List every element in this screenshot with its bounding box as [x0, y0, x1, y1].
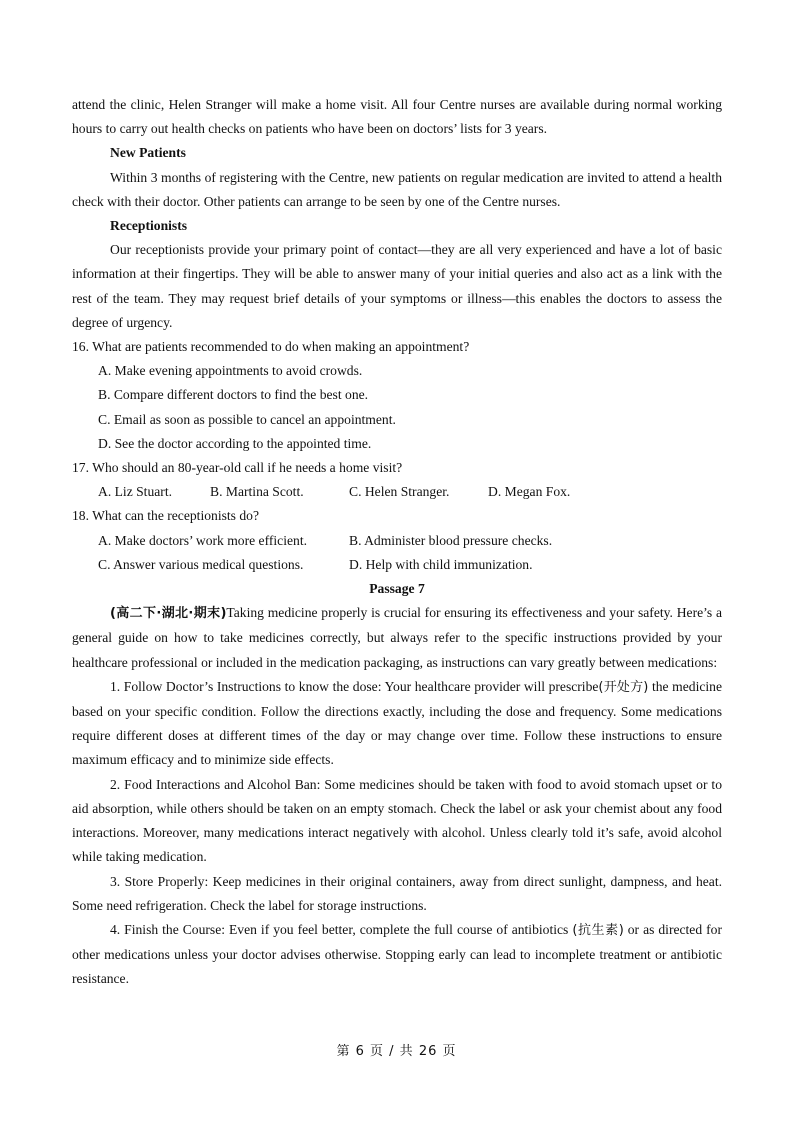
q16-option-b: B. Compare different doctors to find the best one. [98, 387, 369, 403]
q17-option-c: C. Helen Stranger. [349, 484, 450, 500]
q17-option-a: A. Liz Stuart. [98, 484, 172, 500]
passage-item-2: 2. Food Interactions and Alcohol Ban: Some medicines should be taken with food to avoid stomach upset or to aid absorption, while others should be taken on an empty stomach. Check the label or ask your chemist about any food interactions. Moreover, many medications interact negatively with alcohol. Unless clearly told it’s safe, avoid alcohol while taking medication. [72, 776, 722, 865]
document-body [72, 93, 722, 992]
q16-option-c: C. Email as soon as possible to cancel an appointment. [98, 411, 396, 427]
item4-text-after: or as directed for other medications unless your doctor advises otherwise. Stopping early can lead to incomplete treatment or antibiotic resistance. [72, 921, 722, 987]
passage-item-1 [72, 675, 722, 773]
section-heading-new-patients: New Patients [110, 145, 186, 161]
receptionists-paragraph: Our receptionists provide your primary point of contact—they are all very experienced and have a lot of basic information at their fingertips. They will be able to answer many of your initial queries and also act as a link with the rest of the team. They may request brief details of your symptoms or illness—this enables the doctors to assess the degree of urgency. [72, 242, 722, 330]
item1-text-after: the medicine based on your specific condition. Follow the directions exactly, including the dose and frequency. Some medications require different doses at different times of the day or may change over time. Follow these instructions to ensure maximum efficacy and to minimize side effects. [72, 678, 723, 768]
question-16: 16. What are patients recommended to do when making an appointment? [72, 339, 470, 355]
question-17: 17. Who should an 80-year-old call if he needs a home visit? [72, 460, 403, 476]
passage-item-3: 3. Store Properly: Keep medicines in their original containers, away from direct sunlight, dampness, and heat. Some need refrigeration. Check the label for storage instructions. [72, 873, 722, 913]
q17-options [72, 480, 722, 504]
new-patients-paragraph: Within 3 months of registering with the Centre, new patients on regular medication are invited to attend a health check with their doctor. Other patients can arrange to be seen by one of the Centre nurses. [72, 169, 722, 209]
passage-title: Passage 7 [369, 581, 425, 597]
q18-option-c: C. Answer various medical questions. [98, 556, 304, 572]
intro-paragraph: attend the clinic, Helen Stranger will make a home visit. All four Centre nurses are available during normal working hours to carry out health checks on patients who have been on doctors’ lists for 3 years. [72, 97, 722, 137]
q18-option-d: D. Help with child immunization. [349, 556, 533, 572]
item1-chinese-gloss: (开处方) [598, 679, 649, 695]
q18-options-row2 [72, 553, 722, 577]
q17-option-b: B. Martina Scott. [210, 484, 304, 500]
item1-text-before: 1. Follow Doctor’s Instructions to know the dose: Your healthcare provider will prescribe [110, 678, 599, 694]
passage-intro-text: Taking medicine properly is crucial for ensuring its effectiveness and your safety. Here’s a general guide on how to take medicines correctly, but always refer to the specific instructions provided by your healthcare professional or included in the medication packaging, as instructions can vary greatly between medications: [72, 605, 722, 670]
q16-option-a: A. Make evening appointments to avoid crowds. [98, 363, 363, 379]
passage-item-4 [72, 918, 722, 992]
q18-options-row1 [72, 529, 722, 553]
q16-option-d: D. See the doctor according to the appointed time. [98, 435, 372, 451]
item4-text-before: 4. Finish the Course: Even if you feel better, complete the full course of antibiotics [110, 921, 573, 937]
source-tag: (高二下·湖北·期末) [110, 606, 227, 622]
page-footer: 第 6 页 / 共 26 页 [336, 1044, 457, 1059]
item4-chinese-gloss: (抗生素) [572, 922, 624, 938]
q18-option-a: A. Make doctors’ work more efficient. [98, 532, 307, 548]
question-18: 18. What can the receptionists do? [72, 508, 259, 524]
q17-option-d: D. Megan Fox. [488, 484, 571, 500]
q18-option-b: B. Administer blood pressure checks. [349, 532, 553, 548]
passage-intro [72, 601, 722, 675]
section-heading-receptionists: Receptionists [110, 218, 188, 234]
